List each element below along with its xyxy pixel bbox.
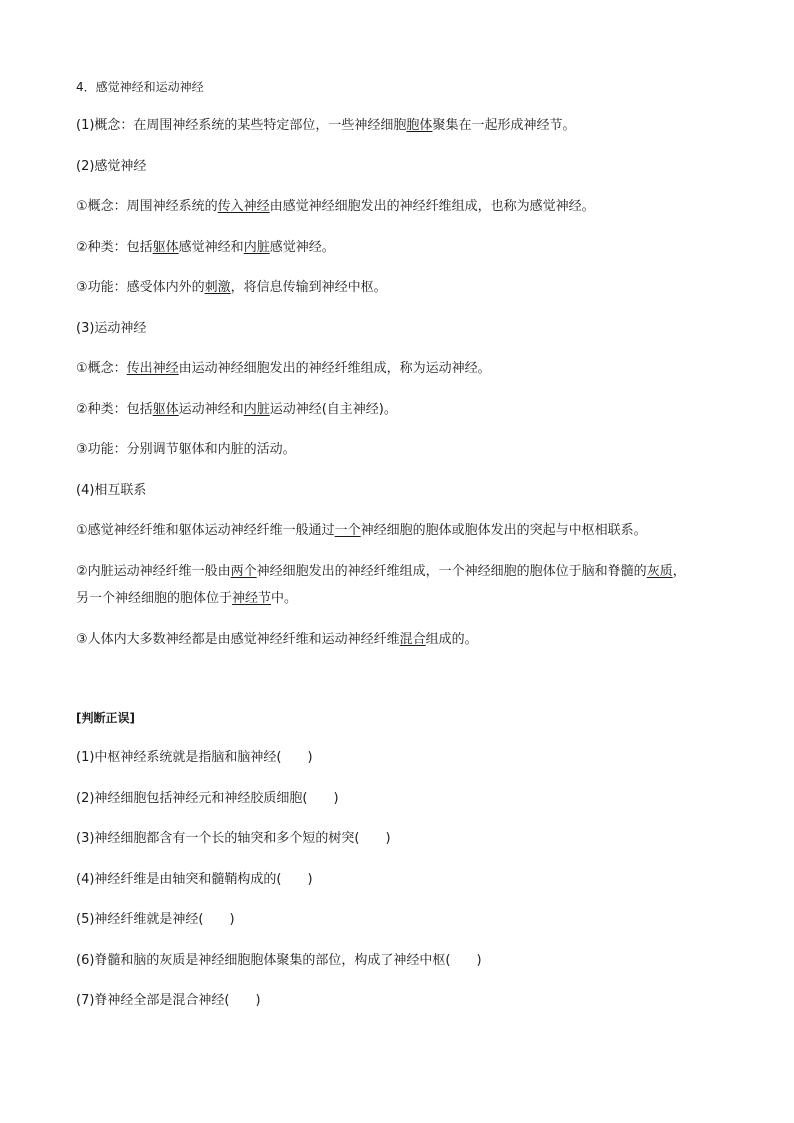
- paragraph-relation-3: [76, 631, 478, 649]
- judge-item: (4)神经纤维是由轴突和髓鞘构成的( ): [76, 872, 313, 887]
- judge-item: (2)神经细胞包括神经元和神经胶质细胞( ): [76, 791, 339, 806]
- paragraph-relation-1: [76, 522, 647, 540]
- text-segment: (1)概念：在周围神经系统的某些特定部位，一些神经细胞: [76, 118, 407, 133]
- text-segment: ③人体内大多数神经都是由感觉神经纤维和运动神经纤维: [76, 632, 400, 647]
- judge-item: (3)神经细胞都含有一个长的轴突和多个短的树突( ): [76, 831, 391, 846]
- paragraph-ganglion-concept: [76, 117, 575, 135]
- text-segment: 中。: [271, 591, 298, 606]
- text-segment: ②内脏运动神经纤维一般由: [76, 564, 231, 579]
- text-segment: 聚集在一起形成神经节。: [432, 118, 576, 133]
- text-segment: ①概念：: [76, 361, 127, 376]
- text-segment: 组成的。: [425, 632, 478, 647]
- subheading-sensory-nerve: (2)感觉神经: [76, 159, 147, 174]
- underlined-answer: 躯体: [152, 402, 179, 417]
- text-segment: 由感觉神经细胞发出的神经纤维组成，也称为感觉神经。: [269, 199, 595, 214]
- underlined-answer: 神经节: [232, 591, 272, 606]
- judge-section-title: [判断正误]: [76, 711, 135, 725]
- underlined-answer: 胞体: [406, 118, 433, 133]
- judge-item: (7)脊神经全部是混合神经( ): [76, 993, 261, 1008]
- text-segment: ，: [672, 564, 686, 579]
- text-segment: ①概念：周围神经系统的: [76, 199, 218, 214]
- paragraph-sensory-types: [76, 239, 335, 257]
- text-segment: 感觉神经。: [269, 240, 335, 255]
- text-segment: 感觉神经和: [178, 240, 244, 255]
- text-segment: 神经细胞发出的神经纤维组成，一个神经细胞的胞体位于脑和脊髓的: [256, 564, 647, 579]
- underlined-answer: 传出神经: [126, 361, 179, 376]
- paragraph-motor-function: ③功能：分别调节躯体和内脏的活动。: [76, 442, 296, 457]
- text-segment: 神经细胞的胞体或胞体发出的突起与中枢相联系。: [360, 523, 647, 538]
- underlined-answer: 刺激: [204, 280, 231, 295]
- underlined-answer: 传入神经: [217, 199, 270, 214]
- judge-item: (1)中枢神经系统就是指脑和脑神经( ): [76, 750, 313, 765]
- text-segment: ③功能：感受体内外的: [76, 280, 205, 295]
- text-segment: ②种类：包括: [76, 240, 153, 255]
- text-segment: ②种类：包括: [76, 402, 153, 417]
- text-segment: 另一个神经细胞的胞体位于: [76, 591, 233, 606]
- paragraph-sensory-function: [76, 279, 387, 297]
- paragraph-relation-2-cont: [76, 590, 297, 608]
- underlined-answer: 一个: [334, 523, 361, 538]
- section-title: 4．感觉神经和运动神经: [76, 80, 204, 94]
- underlined-answer: 两个: [230, 564, 257, 579]
- paragraph-motor-concept: [76, 360, 491, 378]
- text-segment: ①感觉神经纤维和躯体运动神经纤维一般通过: [76, 523, 335, 538]
- paragraph-motor-types: [76, 401, 397, 419]
- underlined-answer: 混合: [399, 632, 426, 647]
- underlined-answer: 躯体: [152, 240, 179, 255]
- underlined-answer: 内脏: [243, 240, 270, 255]
- subheading-motor-nerve: (3)运动神经: [76, 321, 147, 336]
- subheading-relations: (4)相互联系: [76, 483, 147, 498]
- paragraph-relation-2: [76, 563, 686, 581]
- text-segment: ，将信息传输到神经中枢。: [230, 280, 387, 295]
- text-segment: 由运动神经细胞发出的神经纤维组成，称为运动神经。: [178, 361, 491, 376]
- judge-item: (5)神经纤维就是神经( ): [76, 912, 235, 927]
- text-segment: 运动神经(自主神经)。: [269, 402, 397, 417]
- underlined-answer: 灰质: [646, 564, 673, 579]
- judge-item: (6)脊髓和脑的灰质是神经细胞胞体聚集的部位，构成了神经中枢( ): [76, 953, 482, 968]
- paragraph-sensory-concept: [76, 198, 595, 216]
- underlined-answer: 内脏: [243, 402, 270, 417]
- text-segment: 运动神经和: [178, 402, 244, 417]
